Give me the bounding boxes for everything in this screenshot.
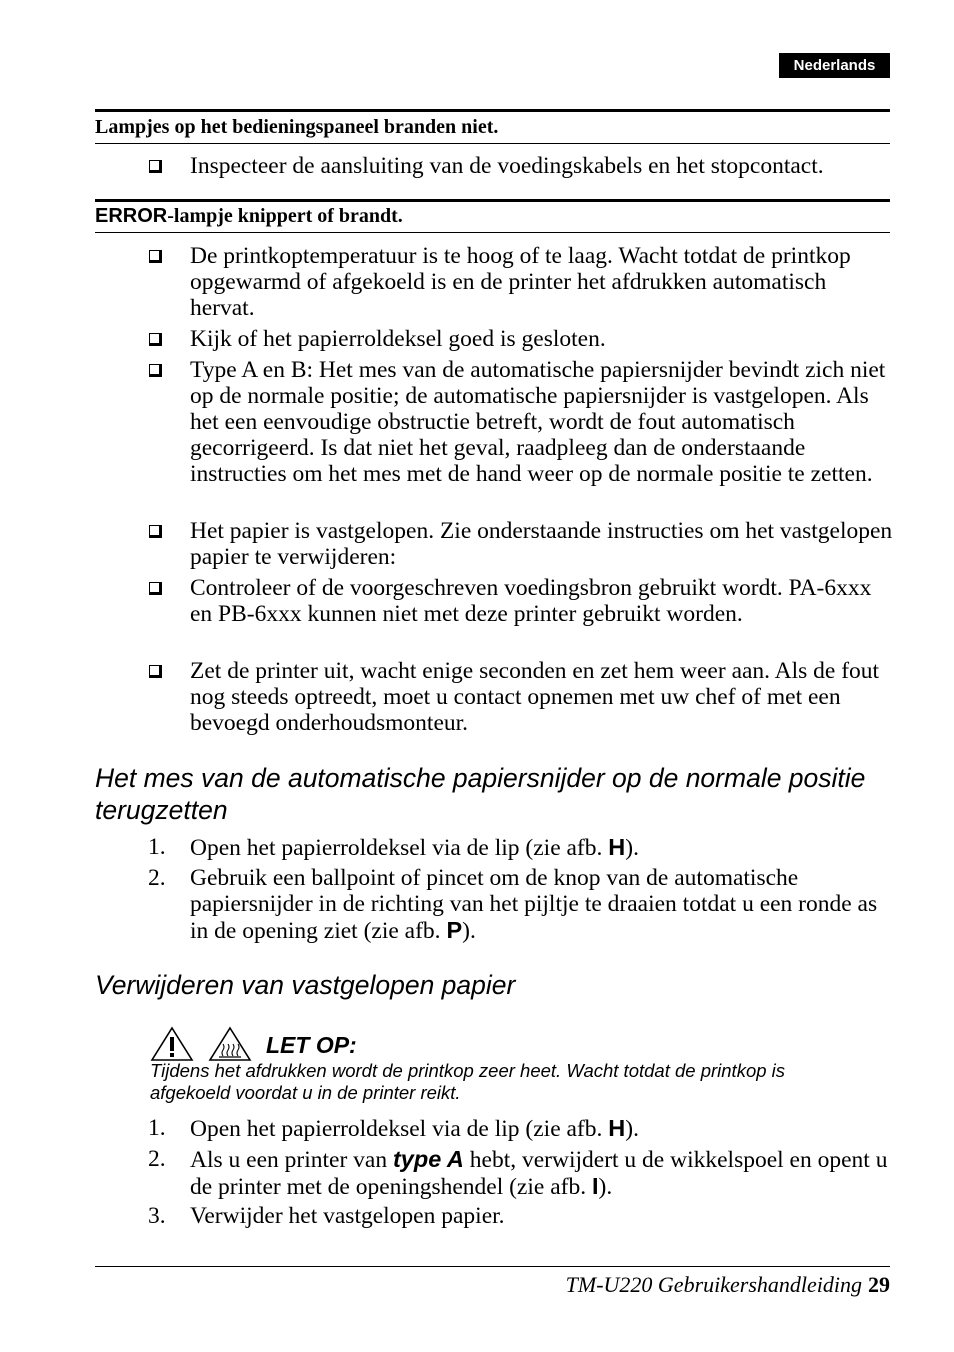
numbered-step: 2. Als u een printer van type A hebt, verwijdert u de wikkelspoel en opent u de printer met de openingshendel (zie afb. I). [148,1146,888,1200]
manual-title: TM-U220 Gebruikershandleiding [565,1272,862,1297]
list-item: Het papier is vastgelopen. Zie onderstaande instructies om het vastgelopen papier te verwijderen: [148,518,893,570]
numbered-step: 1. Open het papierroldeksel via de lip (zie afb. H). [148,1115,639,1142]
section-rule-bottom [95,143,890,144]
section-rule-top [95,109,890,112]
list-item: Kijk of het papierroldeksel goed is gesloten. [148,326,893,352]
figure-ref: H [608,834,626,860]
caution-title: LET OP: [266,1032,357,1058]
list-item: Inspecteer de aansluiting van de voedingskabels en het stopcontact. [148,153,893,179]
page-number: 29 [868,1272,890,1297]
figure-ref: I [591,1173,599,1199]
figure-ref: P [446,917,463,943]
checkbox-bullet-icon [148,357,174,383]
checkbox-bullet-icon [148,518,174,544]
list-item: Zet de printer uit, wacht enige seconden en zet hem weer aan. Als de fout nog steeds optreedt, moet u contact opnemen met uw chef of met een bevoegd onderhoudsmonteur. [148,658,893,736]
printer-type: type A [392,1146,464,1172]
figure-ref: H [608,1115,626,1141]
hot-surface-icon [208,1026,252,1062]
checkbox-bullet-icon [148,243,174,269]
section-rule-bottom [95,232,890,233]
footer-rule [95,1266,890,1267]
list-item: De printkoptemperatuur is te hoog of te laag. Wacht totdat de printkop opgewarmd of afgekoeld is en de printer het afdrukken automatisch hervat. [148,243,893,321]
section-title-error: ERROR-lampje knippert of brandt. [95,205,403,227]
heading-paper-jam: Verwijderen van vastgelopen papier [95,970,516,1000]
caution-text: Tijdens het afdrukken wordt de printkop zeer heet. Wacht totdat de printkop is afgekoeld voordat u in de printer reikt. [150,1060,786,1103]
checkbox-bullet-icon [148,326,174,352]
language-tab: Nederlands [779,53,890,78]
section-rule-top [95,199,890,202]
numbered-step: 2. Gebruik een ballpoint of pincet om de knop van de automatische papiersnijder in de richting van het pijltje te draaien totdat u een ronde as in de opening ziet (zie afb. P). [148,865,878,944]
checkbox-bullet-icon [148,575,174,601]
warning-icon [150,1026,194,1062]
checkbox-bullet-icon [148,658,174,684]
numbered-step: 1. Open het papierroldeksel via de lip (zie afb. H). [148,834,639,861]
checkbox-bullet-icon [148,153,174,179]
list-item: Type A en B: Het mes van de automatische papiersnijder bevindt zich niet op de normale positie; de automatische papiersnijder is vastgelopen. Als het een eenvoudige obstructie betreft, wordt de fout automatisch gecorrigeerd. Is dat niet het geval, raadpleeg dan de onderstaande instructies om het mes met de hand weer op de normale positie te zetten. [148,357,893,487]
heading-reset-cutter: Het mes van de automatische papiersnijder op de normale positie terugzetten [95,763,866,825]
page-footer [95,1271,890,1299]
section-title-lamps: Lampjes op het bedieningspaneel branden niet. [95,116,499,138]
list-item: Controleer of de voorgeschreven voedingsbron gebruikt wordt. PA-6xxx en PB-6xxx kunnen niet met deze printer gebruikt worden. [148,575,893,627]
numbered-step: 3. Verwijder het vastgelopen papier. [148,1203,505,1229]
